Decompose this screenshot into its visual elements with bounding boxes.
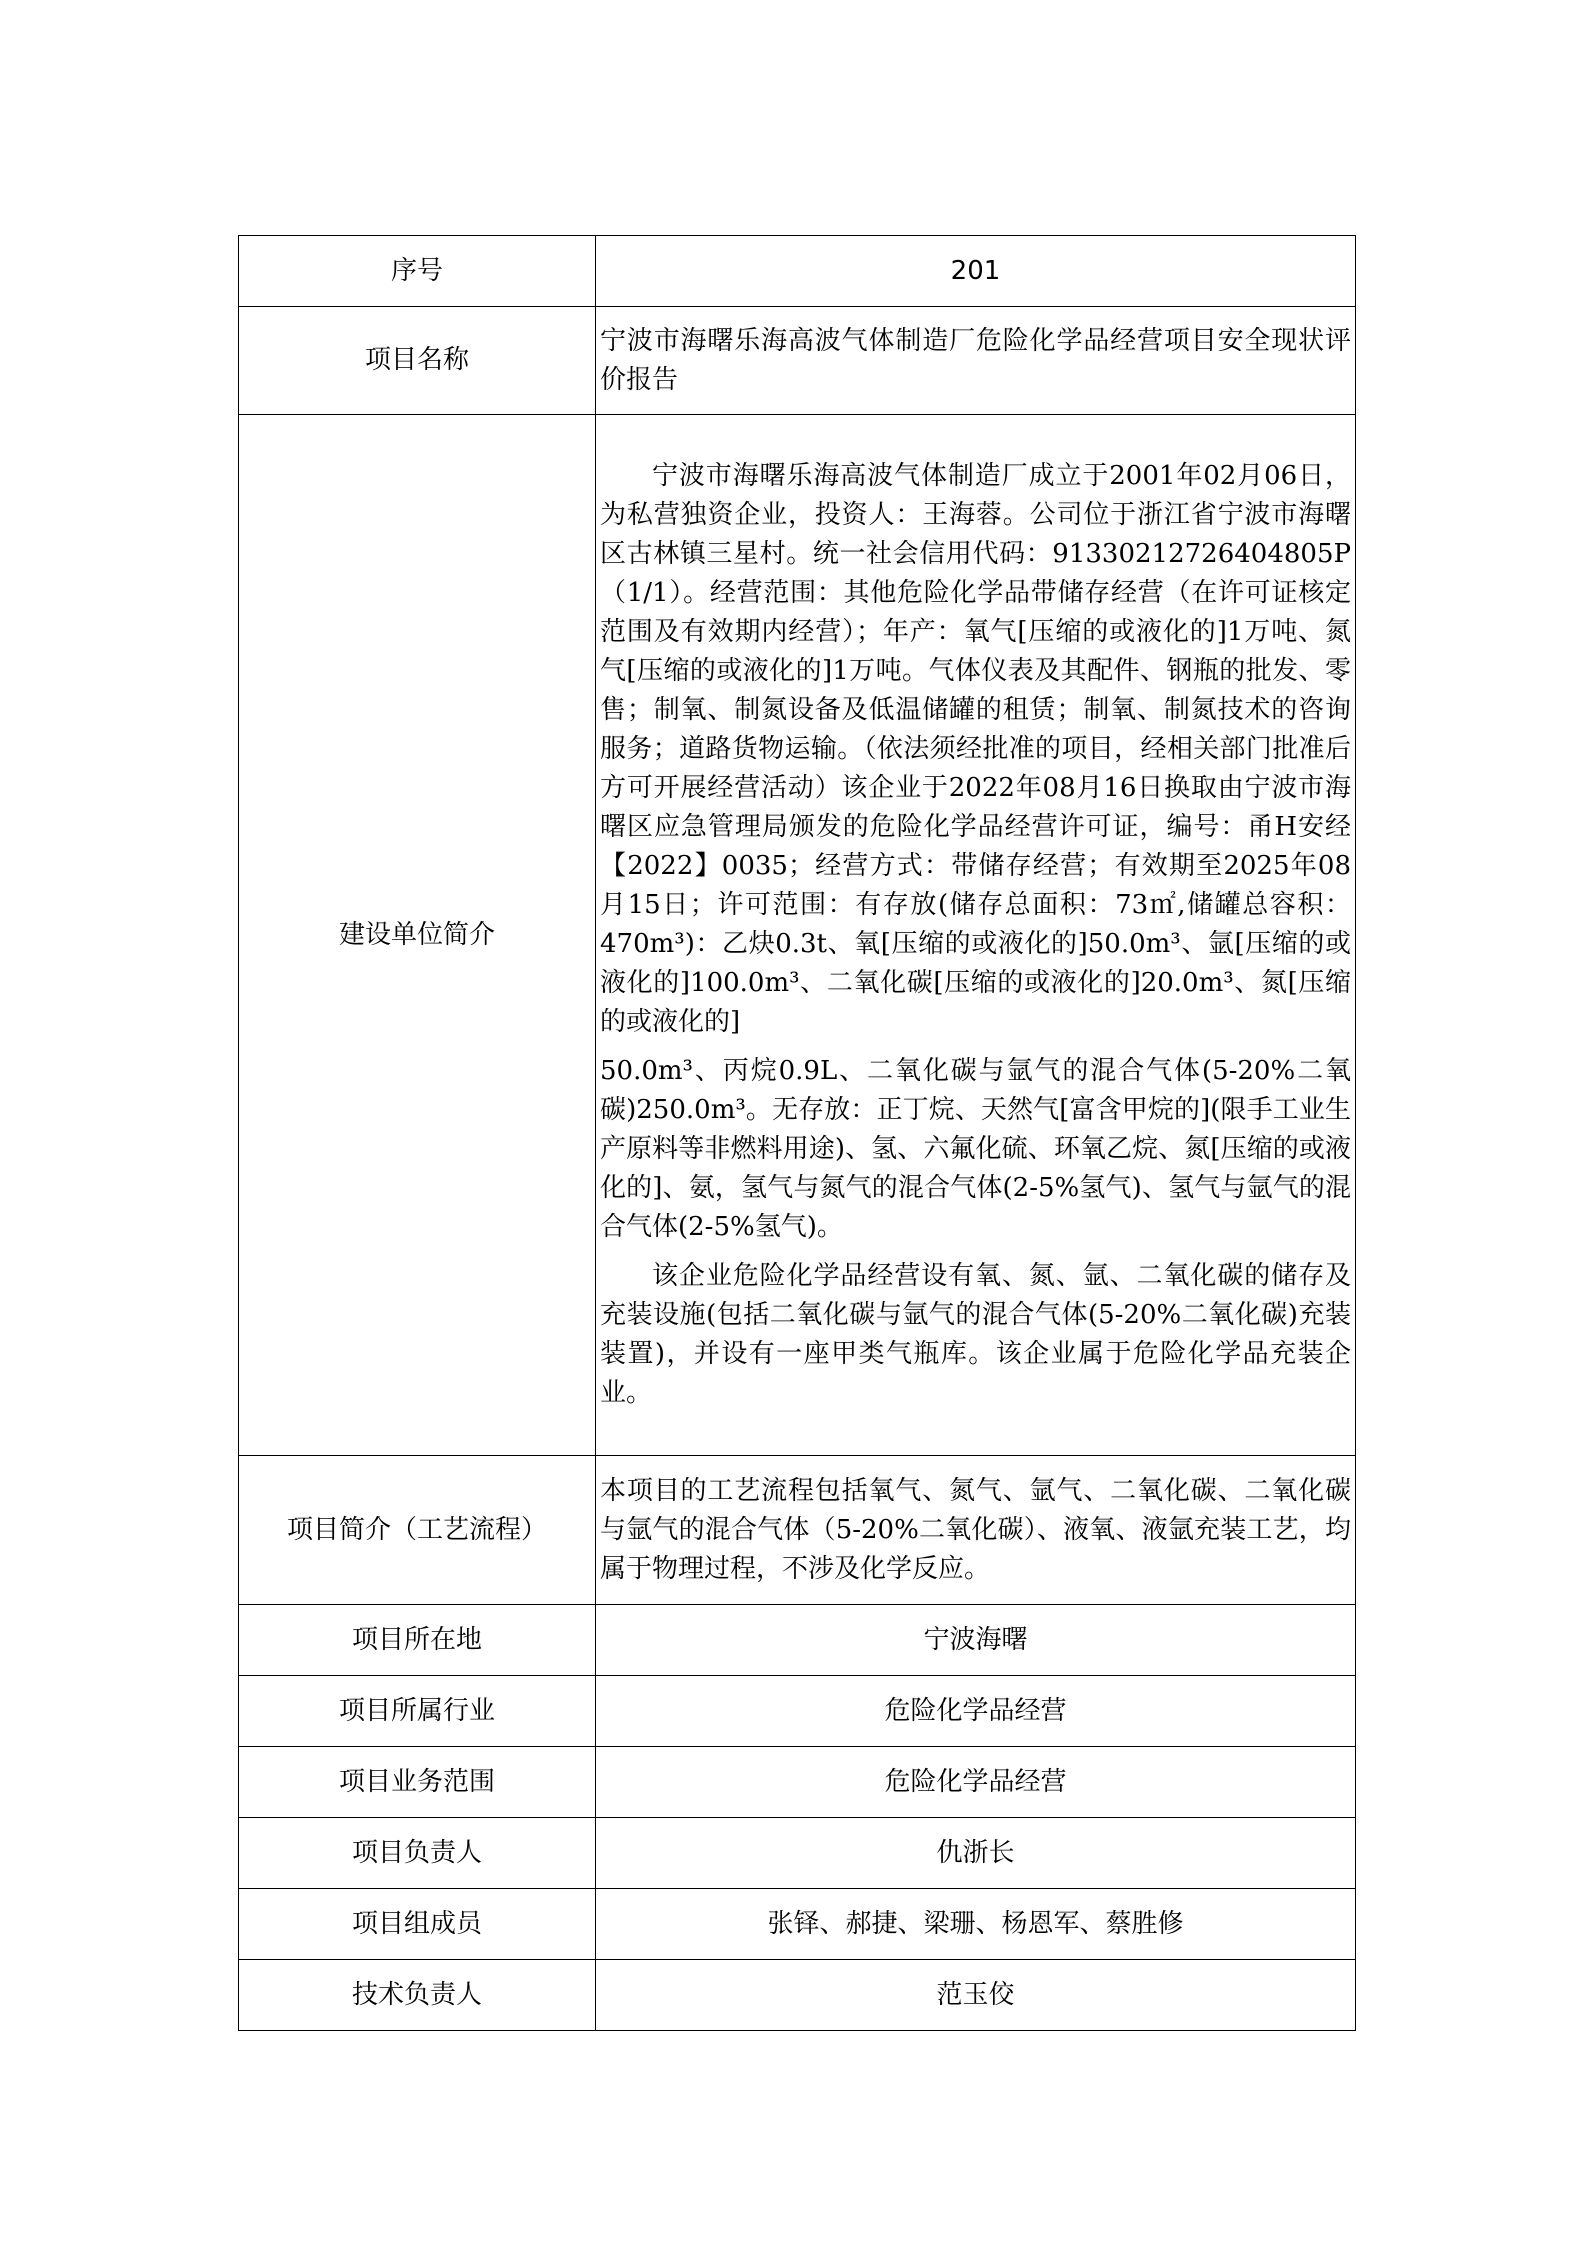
unit-intro-label: 建设单位简介 — [239, 415, 596, 1456]
unit-intro-value — [596, 415, 1356, 1456]
members-value: 张铎、郝捷、梁珊、杨恩军、蔡胜修 — [596, 1889, 1356, 1960]
members-label: 项目组成员 — [239, 1889, 596, 1960]
serial-label: 序号 — [239, 236, 596, 307]
info-table — [238, 235, 1356, 2031]
row-location — [239, 1605, 1356, 1676]
row-unit-intro — [239, 415, 1356, 1456]
scope-label: 项目业务范围 — [239, 1747, 596, 1818]
scope-value: 危险化学品经营 — [596, 1747, 1356, 1818]
process-value — [596, 1456, 1356, 1605]
row-tech-leader — [239, 1960, 1356, 2031]
project-name-text: 宁波市海曙乐海高波气体制造厂危险化学品经营项目安全现状评价报告 — [600, 325, 1351, 395]
leader-value: 仇浙长 — [596, 1818, 1356, 1889]
industry-label: 项目所属行业 — [239, 1676, 596, 1747]
industry-value: 危险化学品经营 — [596, 1676, 1356, 1747]
process-label: 项目简介（工艺流程） — [239, 1456, 596, 1605]
project-name-value — [596, 307, 1356, 415]
row-members — [239, 1889, 1356, 1960]
tech-leader-label: 技术负责人 — [239, 1960, 596, 2031]
serial-value: 201 — [596, 236, 1356, 307]
leader-label: 项目负责人 — [239, 1818, 596, 1889]
row-industry — [239, 1676, 1356, 1747]
process-text: 本项目的工艺流程包括氧气、氮气、氩气、二氧化碳、二氧化碳与氩气的混合气体（5-20%二氧化碳）、液氧、液氩充装工艺，均属于物理过程，不涉及化学反应。 — [600, 1475, 1351, 1584]
tech-leader-value: 范玉佼 — [596, 1960, 1356, 2031]
row-scope — [239, 1747, 1356, 1818]
location-label: 项目所在地 — [239, 1605, 596, 1676]
row-process — [239, 1456, 1356, 1605]
location-value: 宁波海曙 — [596, 1605, 1356, 1676]
row-serial — [239, 236, 1356, 307]
project-name-label: 项目名称 — [239, 307, 596, 415]
unit-intro-paragraph-2: 50.0m³、丙烷0.9L、二氧化碳与氩气的混合气体(5-20%二氧碳)250.0m³。无存放：正丁烷、天然气[富含甲烷的](限手工业生产原料等非燃料用途)、氢、六氟化硫、环氧乙烷、氮[压缩的或液化的]、氨，氢气与氮气的混合气体(2-5%氢气)、氢气与氩气的混合气体(2-5%氢气)。 — [600, 1056, 1351, 1242]
unit-intro-paragraph-3: 该企业危险化学品经营设有氧、氮、氩、二氧化碳的储存及充装设施(包括二氧化碳与氩气的混合气体(5-20%二氧化碳)充装装置)，并设有一座甲类气瓶库。该企业属于危险化学品充装企业。 — [600, 1261, 1351, 1408]
unit-intro-paragraph-1: 宁波市海曙乐海高波气体制造厂成立于2001年02月06日，为私营独资企业，投资人：王海蓉。公司位于浙江省宁波市海曙区古林镇三星村。统一社会信用代码：91330212726404805P（1/1）。经营范围：其他危险化学品带储存经营（在许可证核定范围及有效期内经营）；年产：氧气[压缩的或液化的]1万吨、氮气[压缩的或液化的]1万吨。气体仪表及其配件、钢瓶的批发、零售；制氧、制氮设备及低温储罐的租赁；制氧、制氮技术的咨询服务；道路货物运输。（依法须经批准的项目，经相关部门批准后方可开展经营活动）该企业于2022年08月16日换取由宁波市海曙区应急管理局颁发的危险化学品经营许可证，编号：甬H安经【2022】0035；经营方式：带储存经营；有效期至2025年08月15日；许可范围：有存放(储存总面积：73㎡,储罐总容积：470m³)：乙炔0.3t、氧[压缩的或液化的]50.0m³、氩[压缩的或液化的]100.0m³、二氧化碳[压缩的或液化的]20.0m³、氮[压缩的或液化的] — [600, 461, 1351, 1037]
row-project-name — [239, 307, 1356, 415]
row-leader — [239, 1818, 1356, 1889]
